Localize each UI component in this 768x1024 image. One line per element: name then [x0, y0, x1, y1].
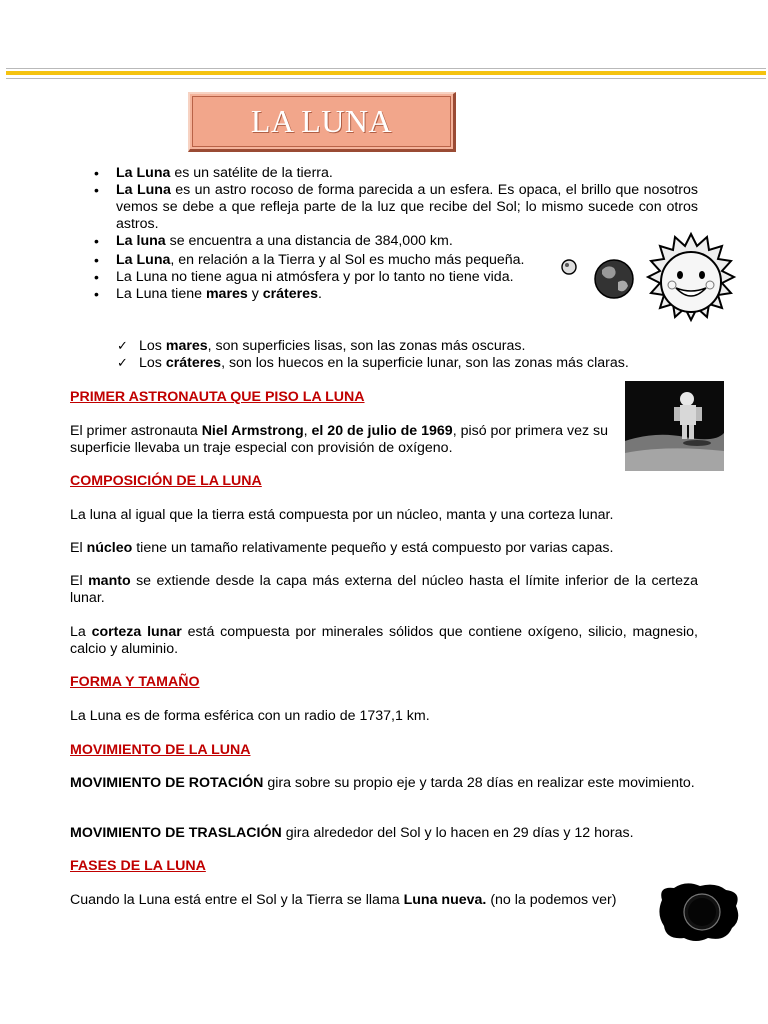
composicion-paragraph-corteza: La corteza lunar está compuesta por minerales sólidos que contiene oxígeno, silicio, magnesio, calcio y aluminio. [70, 624, 698, 657]
moon-small-icon [562, 260, 576, 274]
features-checklist [117, 338, 717, 372]
section-heading-astronaut: PRIMER ASTRONAUTA QUE PISO LA LUNA [70, 389, 365, 405]
section-heading-forma: FORMA Y TAMAÑO [70, 674, 200, 690]
list-item: • La Luna tiene mares y cráteres. [94, 286, 716, 303]
new-moon-illustration [656, 880, 742, 944]
composicion-paragraph-nucleo: El núcleo tiene un tamaño relativamente pequeño y está compuesto por varias capas. [70, 540, 614, 556]
title-box [188, 92, 456, 152]
top-rule-thin [6, 68, 766, 69]
fases-paragraph: Cuando la Luna está entre el Sol y la Tierra se llama Luna nueva. (no la podemos ver) [70, 892, 617, 908]
list-item: • La Luna no tiene agua ni atmósfera y por lo tanto no tiene vida. [94, 269, 548, 286]
astronaut-paragraph: El primer astronauta Niel Armstrong, el 20 de julio de 1969, pisó por primera vez su superficie llevaba un traje especial con provisión de oxígeno. [70, 423, 609, 456]
facts-list-narrow [94, 252, 548, 303]
list-item: • La Luna, en relación a la Tierra y al Sol es mucho más pequeña. [94, 252, 548, 269]
list-item: • La Luna es un astro rocoso de forma parecida a un esfera. Es opaca, el brillo que nosotros vemos se debe a que refleja parte de la luz que recibe del Sol; lo mismo sucede con otros astros. [94, 182, 698, 233]
astronaut-photo [625, 381, 724, 471]
composicion-paragraph-1: La luna al igual que la tierra está compuesta por un núcleo, manta y una corteza lunar. [70, 507, 614, 523]
list-item: • La luna se encuentra a una distancia de 384,000 km. [94, 233, 698, 250]
rotacion-paragraph: MOVIMIENTO DE ROTACIÓN gira sobre su propio eje y tarda 28 días en realizar este movimiento. [70, 775, 695, 791]
section-heading-composicion: COMPOSICIÓN DE LA LUNA [70, 473, 262, 489]
earth-icon [595, 260, 633, 298]
check-item: ✓ Los cráteres, son los huecos en la superficie lunar, son las zonas más claras. [117, 355, 717, 372]
sun-face-icon [648, 234, 734, 320]
forma-paragraph: La Luna es de forma esférica con un radio de 1737,1 km. [70, 708, 430, 724]
traslacion-paragraph: MOVIMIENTO DE TRASLACIÓN gira alrededor del Sol y lo hacen en 29 días y 12 horas. [70, 825, 634, 841]
list-item: • La Luna es un satélite de la tierra. [94, 165, 698, 182]
check-item: ✓ Los mares, son superficies lisas, son las zonas más oscuras. [117, 338, 717, 355]
page-title: LA LUNA [250, 103, 393, 139]
top-rule-gold [6, 71, 766, 75]
moon-earth-sun-illustration [558, 230, 748, 332]
section-heading-fases: FASES DE LA LUNA [70, 858, 206, 874]
section-heading-movimiento: MOVIMIENTO DE LA LUNA [70, 742, 251, 758]
top-rule-thin-lower [6, 78, 766, 79]
composicion-paragraph-manto: El manto se extiende desde la capa más externa del núcleo hasta el límite inferior de la certeza lunar. [70, 573, 698, 606]
